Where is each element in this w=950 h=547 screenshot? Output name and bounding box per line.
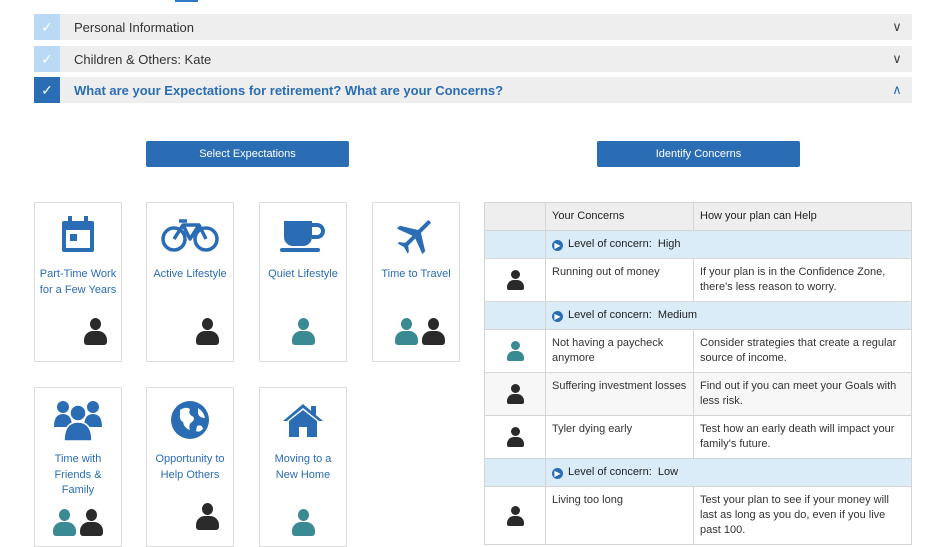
concerns-table xyxy=(484,202,912,545)
calendar-icon xyxy=(35,215,121,255)
accordion-personal-information[interactable] xyxy=(34,14,912,40)
chevron-down-icon[interactable]: ∨ xyxy=(892,19,902,34)
concern-level-row-low[interactable] xyxy=(485,459,912,487)
header-your-concerns: Your Concerns xyxy=(546,203,694,231)
header-how-plan-helps: How your plan can Help xyxy=(694,203,912,231)
help-cell: Find out if you can meet your Goals with less risk. xyxy=(694,373,912,416)
accordion-title: Personal Information xyxy=(74,19,194,35)
active-tab-indicator xyxy=(175,0,198,2)
level-value: High xyxy=(657,238,681,250)
arrow-right-circle-icon: ▶ xyxy=(552,468,563,479)
header-person-cell xyxy=(485,203,546,231)
chevron-up-icon[interactable]: ∧ xyxy=(892,82,902,97)
concern-cell: Not having a paycheck anymore xyxy=(546,330,694,373)
person-icon xyxy=(196,318,219,345)
person-icon xyxy=(395,318,418,345)
person-icon xyxy=(507,341,524,361)
help-cell: If your plan is in the Confidence Zone, there's less reason to worry. xyxy=(694,259,912,302)
level-label: Level of concern: xyxy=(568,466,652,478)
identify-concerns-button[interactable]: Identify Concerns xyxy=(597,141,800,167)
concern-cell: Tyler dying early xyxy=(546,416,694,459)
expectation-label: Quiet Lifestyle xyxy=(268,268,338,280)
help-cell: Test how an early death will impact your family's future. xyxy=(694,416,912,459)
concern-cell: Suffering investment losses xyxy=(546,373,694,416)
accordion-title: What are your Expectations for retirement? What are your Concerns? xyxy=(74,82,504,98)
accordion-children-others[interactable] xyxy=(34,46,912,72)
expectation-label: Part-Time Work for a Few Years xyxy=(39,268,117,296)
concern-level-row-high[interactable] xyxy=(485,231,912,259)
person-icon xyxy=(507,270,524,290)
concern-cell: Living too long xyxy=(546,487,694,545)
check-icon: ✓ xyxy=(34,46,60,72)
person-icon xyxy=(507,506,524,526)
chevron-down-icon[interactable]: ∨ xyxy=(892,51,902,66)
person-icon xyxy=(53,509,76,536)
accordion-title: Children & Others: Kate xyxy=(74,51,212,67)
expectation-card-quiet-lifestyle[interactable] xyxy=(259,202,347,362)
level-label: Level of concern: xyxy=(568,309,652,321)
help-cell: Consider strategies that create a regular source of income. xyxy=(694,330,912,373)
table-row[interactable] xyxy=(485,259,912,302)
check-icon: ✓ xyxy=(34,14,60,40)
expectation-card-time-to-travel[interactable] xyxy=(372,202,460,362)
arrow-right-circle-icon: ▶ xyxy=(552,240,563,251)
expectation-label: Time to Travel xyxy=(381,268,451,280)
table-row[interactable] xyxy=(485,487,912,545)
level-value: Low xyxy=(657,466,679,478)
expectation-card-friends-family[interactable] xyxy=(34,387,122,547)
expectation-label: Opportunity to Help Others xyxy=(155,453,225,481)
person-icon xyxy=(507,384,524,404)
concerns-header-row xyxy=(485,203,912,231)
concern-level-row-medium[interactable] xyxy=(485,302,912,330)
table-row[interactable] xyxy=(485,330,912,373)
expectation-card-active-lifestyle[interactable] xyxy=(146,202,234,362)
table-row[interactable] xyxy=(485,373,912,416)
group-icon xyxy=(35,400,121,440)
expectation-card-moving-new-home[interactable] xyxy=(259,387,347,547)
expectation-label: Active Lifestyle xyxy=(153,268,227,280)
select-expectations-button[interactable]: Select Expectations xyxy=(146,141,349,167)
help-cell: Test your plan to see if your money will last as long as you do, even if you live past 100. xyxy=(694,487,912,545)
level-value: Medium xyxy=(657,309,698,321)
arrow-right-circle-icon: ▶ xyxy=(552,311,563,322)
person-icon xyxy=(422,318,445,345)
concern-cell: Running out of money xyxy=(546,259,694,302)
home-icon xyxy=(260,400,346,440)
person-icon xyxy=(80,509,103,536)
level-label: Level of concern: xyxy=(568,238,652,250)
check-icon: ✓ xyxy=(34,77,60,103)
person-icon xyxy=(507,427,524,447)
person-icon xyxy=(84,318,107,345)
coffee-cup-icon xyxy=(260,215,346,255)
person-icon xyxy=(292,318,315,345)
table-row[interactable] xyxy=(485,416,912,459)
accordion-expectations-concerns[interactable] xyxy=(34,77,912,103)
globe-icon xyxy=(147,400,233,440)
person-icon xyxy=(196,503,219,530)
person-icon xyxy=(292,509,315,536)
bicycle-icon xyxy=(147,215,233,255)
expectation-card-help-others[interactable] xyxy=(146,387,234,547)
airplane-icon xyxy=(373,215,459,255)
expectation-card-part-time-work[interactable] xyxy=(34,202,122,362)
expectation-label: Moving to a New Home xyxy=(274,453,332,481)
expectation-label: Time with Friends & Family xyxy=(54,453,102,496)
